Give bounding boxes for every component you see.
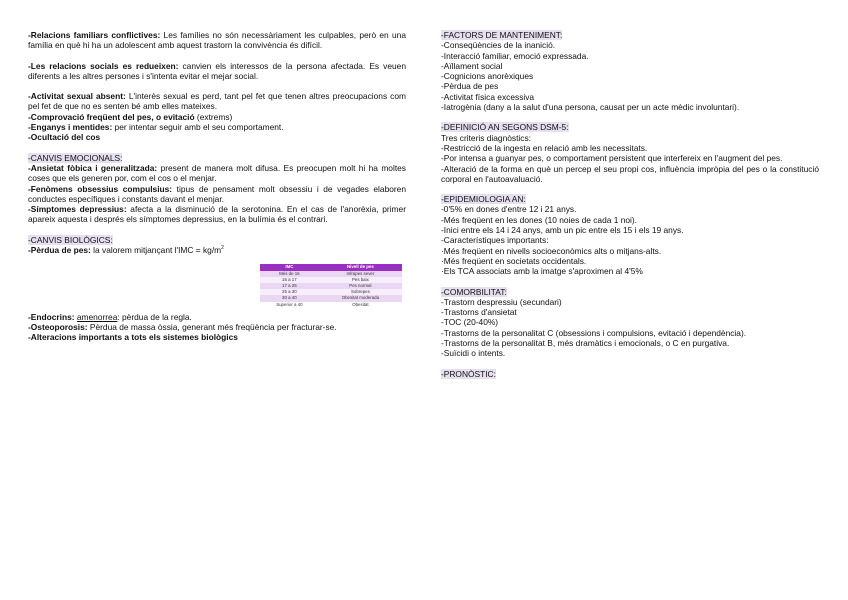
paragraph: -Endocrins: amenorrea: pèrdua de la regla. [28, 311, 192, 322]
imc-header: IMC [260, 264, 319, 270]
paragraph [28, 184, 406, 205]
list-item: -Conseqüències de la inanició. [441, 40, 556, 51]
section-heading-manteniment: -FACTORS DE MANTENIMENT: [441, 30, 563, 40]
list-item: -Interacció familiar, emoció expressada. [441, 50, 589, 61]
table-row: 16 a 17 Pes baix [260, 277, 402, 283]
paragraph-lead: -Relacions familiars conflictives: [28, 30, 161, 40]
paragraph [28, 91, 406, 112]
imc-table [260, 264, 402, 307]
paragraph-lead: -Activitat sexual absent: [28, 91, 126, 102]
left-column [28, 30, 406, 343]
table-row: 25 a 30 Sobrepes [260, 289, 402, 295]
list-item: -Cognicions anorèxiques [441, 71, 534, 82]
list-item: ·Més freqüent en societats occidentals. [441, 255, 587, 266]
list-item: -Por intensa a guanyar pes, o comportament persistent que interfereix en l'augment del pes. [441, 153, 783, 164]
list-item: -Trastorns d'ansietat [441, 307, 517, 318]
paragraph-lead: -Osteoporosis: [28, 322, 88, 333]
paragraph-lead: -Ansietat fòbica i generalitzada: [28, 162, 158, 173]
list-item: ·Més freqüent en nivells socioeconòmics alts o mitjans-alts. [441, 245, 662, 256]
section-heading-pronostic: -PRONÒSTIC: [441, 368, 496, 379]
paragraph-lead: -Enganys i mentides: [28, 122, 113, 133]
paragraph-text: afecta a la disminució de la serotonina. En el cas de l'anorèxia, primer apareix aquesta i després els símptomes depressius, en la bulímia és el contrari. [28, 204, 406, 225]
paragraph-lead: -Ocultació del cos [28, 132, 101, 143]
paragraph-lead: -Comprovació freqüent del pes, o evitació [28, 111, 195, 122]
list-item: -Trastorn despressiu (secundari) [441, 296, 562, 307]
list-item: -Trastorns de la personalitat C (obsessions i compulsions, evitació i dependència). [441, 327, 747, 338]
list-item: -Inici entre els 14 i 24 anys, amb un pic entre els 15 i els 19 anys. [441, 225, 684, 236]
paragraph [28, 322, 406, 332]
paragraph-text: canvien els interessos de la persona afectada. Es veuen diferents a les altres persones i s'intenta evitar el mejar social. [28, 60, 406, 81]
list-item: -0'5% en dones d'entre 12 i 21 anys. [441, 204, 577, 215]
paragraph-text: L'interès sexual es perd, tant pel fet que tenen altres preocupacions com pel fet de que no es senten bé amb elles mateixes. [28, 91, 407, 112]
paragraph [28, 163, 406, 184]
section-heading-emocionals: -CANVIS EMOCIONALS: [28, 152, 123, 163]
paragraph [28, 112, 406, 122]
list-item: -Trastorns de la personalitat B, més dramàtics i emocionals, o C en purgativa. [441, 338, 730, 349]
paragraph-text: Les famílies no són necessàriament les culpables, però en una família en què hi ha un adolescent amb aquest trastorn la convivència és difícil. [28, 30, 406, 51]
list-item: Tres criteris diagnòstics: [441, 132, 531, 143]
paragraph-lead: -Pèrdua de pes: [28, 245, 91, 256]
paragraph-text: (extrems) [194, 111, 233, 122]
section-heading-biologics: -CANVIS BIOLÒGICS: [28, 234, 113, 245]
table-row: 17 a 25 Pes normal [260, 283, 402, 289]
list-item: -Pèrdua de pes [441, 81, 499, 92]
paragraph [28, 122, 406, 132]
paragraph-text: tipus de pensament molt obsessiu i de vegades elaboren conductes específiques i constants davant el menjar. [28, 183, 406, 204]
paragraph [28, 204, 406, 225]
list-item: -Aïllament social [441, 60, 503, 71]
list-item: ·Els TCA associats amb la imatge s'aproximen al 4'5% [441, 266, 643, 277]
paragraph: -Pèrdua de pes: la valorem mitjançant $l'IMC = kg/m^2$ [28, 245, 224, 256]
paragraph-text: : pèrdua de la regla. [117, 311, 192, 322]
imc-table-wrapper [260, 264, 402, 307]
paragraph-text: present de manera molt difusa. Es preocupen molt hi ha moltes coses que els generen por, com el cos o el menjar. [28, 162, 406, 184]
table-row: Més de 16 Infrapes sever [260, 271, 402, 277]
list-item: -Iatrogènia (dany a la salut d'una persona, causat per un acte mèdic involuntari). [441, 102, 740, 113]
list-item: -Característiques importants: [441, 235, 549, 246]
list-item: -Activitat física excessiva [441, 91, 535, 102]
right-column [441, 30, 819, 379]
list-item: -Més freqüent en les dones (10 noies de cada 1 noi). [441, 214, 638, 225]
paragraph-lead: -Fenòmens obsessius compulsius: [28, 183, 173, 194]
paragraph-lead: -Les relacions socials es redueixen: [28, 60, 179, 71]
table-row: 30 a 40 Obesitat moderada [260, 295, 402, 301]
paragraph [28, 332, 406, 342]
table-row: Superior a 40 Obesitat [260, 302, 402, 308]
list-item: -Alteració de la forma en què un percep el seu propi cos, influència impròpia del pes o la constitució corporal en l'autoavaluació. [441, 163, 819, 184]
paragraph-text: la valorem mitjançant l'IMC = kg/m [90, 245, 222, 256]
imc-header: Nivell de pes [319, 264, 402, 270]
list-item: -Suïcidi o intents. [441, 348, 506, 359]
paragraph-lead: -Símptomes depressius: [28, 204, 127, 215]
list-item: -TOC (20-40%) [441, 317, 499, 328]
list-item: -Restricció de la ingesta en relació amb les necessitats. [441, 142, 648, 153]
paragraph-lead: -Endocrins: [28, 311, 75, 322]
paragraph [28, 30, 406, 51]
section-heading-comorbilitat: -COMORBILITAT: [441, 286, 507, 297]
section-heading-definicio: -DEFINICIÓ AN SEGONS DSM-5: [441, 122, 569, 133]
paragraph [28, 132, 406, 142]
paragraph [28, 61, 406, 82]
paragraph-lead: -Alteracions importants a tots els sistemes biològics [28, 332, 238, 343]
paragraph-text: Pèrdua de massa òssia, generant més freqüència per fracturar-se. [87, 322, 337, 333]
section-heading-epidemiologia: -EPIDEMIOLOGIA AN: [441, 194, 526, 205]
paragraph-text: per intentar seguir amb el seu comportament. [112, 122, 284, 133]
